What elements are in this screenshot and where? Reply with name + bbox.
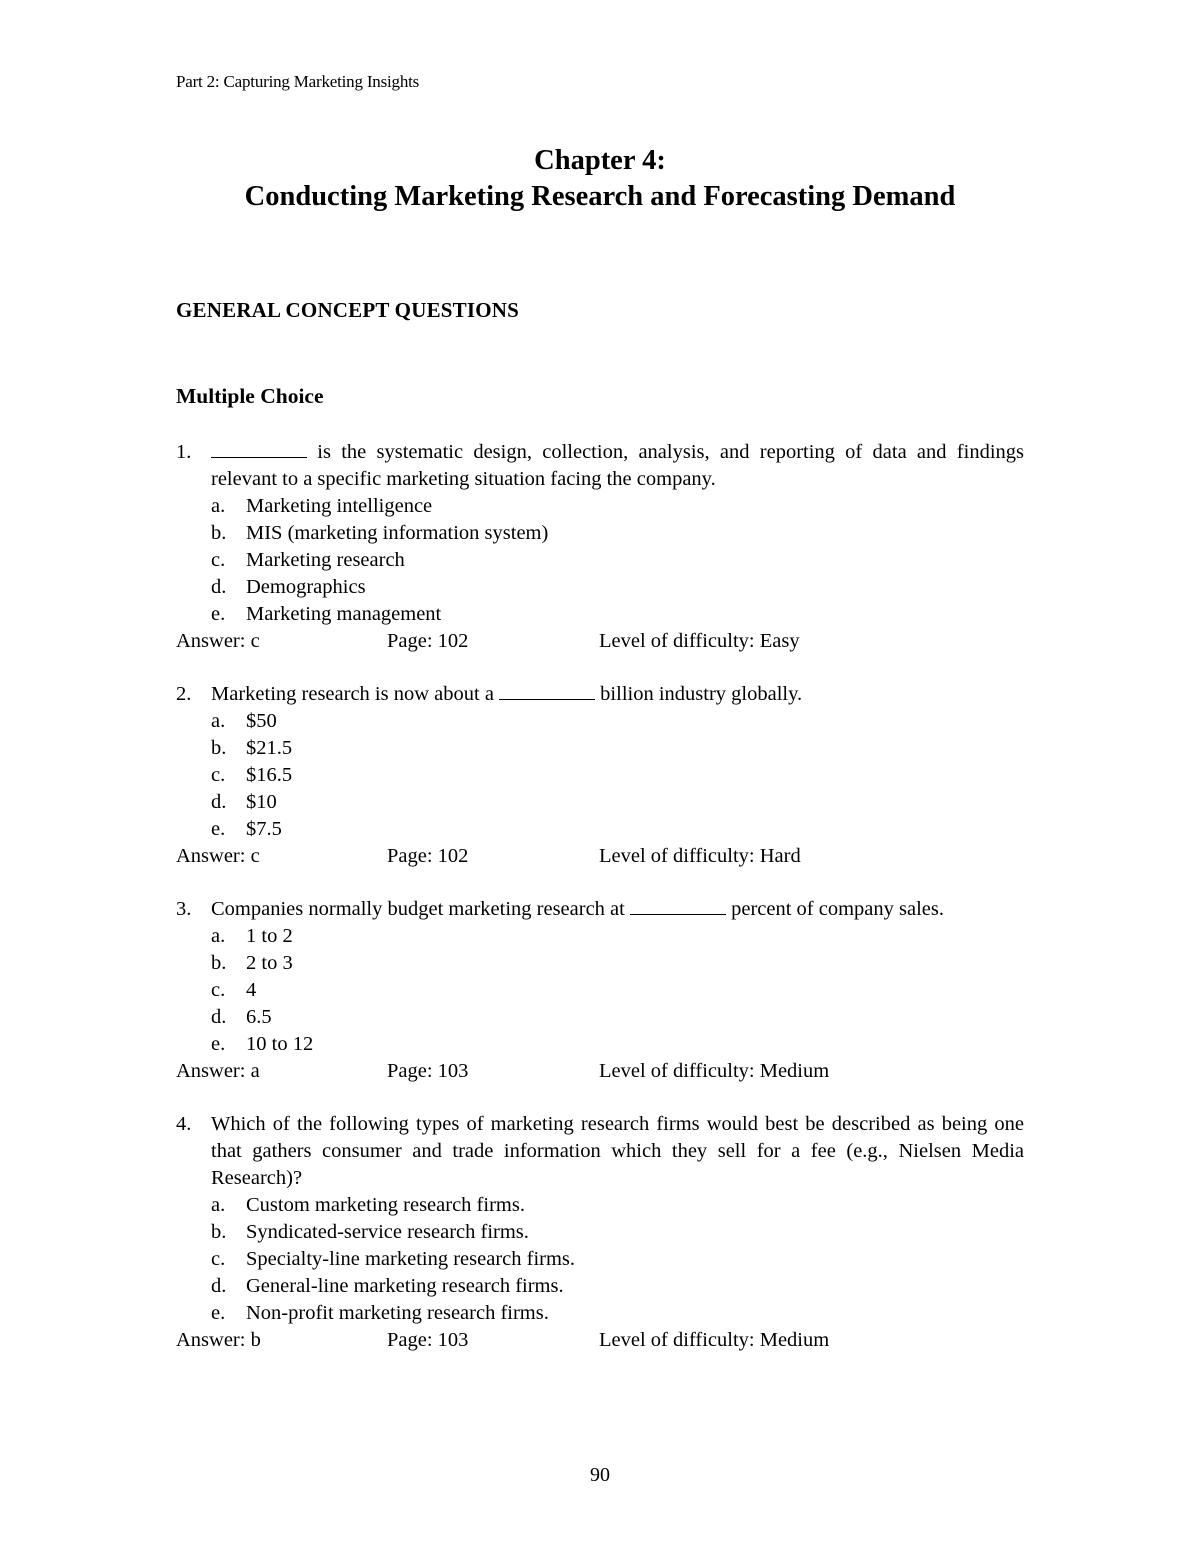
option-list xyxy=(176,923,1024,1058)
option-letter: a. xyxy=(211,1194,226,1216)
option-letter: d. xyxy=(211,576,227,598)
running-header: Part 2: Capturing Marketing Insights xyxy=(176,72,420,91)
chapter-number: Chapter 4: xyxy=(534,145,666,176)
option-a xyxy=(211,708,1024,735)
question-stem xyxy=(176,439,1024,493)
question-text-before: Marketing research is now about a xyxy=(211,683,500,705)
option-c xyxy=(211,1246,1024,1273)
option-d xyxy=(211,1273,1024,1300)
option-a xyxy=(211,493,1024,520)
option-text: $7.5 xyxy=(246,818,282,840)
question-stem xyxy=(176,681,1024,708)
option-letter: e. xyxy=(211,603,226,625)
option-letter: a. xyxy=(211,495,226,517)
difficulty-level: Level of difficulty: Easy xyxy=(599,630,800,652)
option-text: Custom marketing research firms. xyxy=(246,1194,525,1216)
option-b xyxy=(211,1219,1024,1246)
answer-page: Page: 103 xyxy=(387,1329,469,1351)
option-text: 1 to 2 xyxy=(246,925,293,947)
answer-line xyxy=(176,843,1024,870)
option-letter: b. xyxy=(211,952,227,974)
option-c xyxy=(211,547,1024,574)
option-text: Marketing management xyxy=(246,603,442,625)
section-heading: GENERAL CONCEPT QUESTIONS xyxy=(176,298,520,322)
option-letter: a. xyxy=(211,925,226,947)
option-b xyxy=(211,950,1024,977)
answer-page: Page: 103 xyxy=(387,1060,469,1082)
question-text xyxy=(211,681,1024,708)
question-stem xyxy=(176,896,1024,923)
answer-line xyxy=(176,1058,1024,1085)
option-letter: c. xyxy=(211,1248,226,1270)
option-letter: e. xyxy=(211,818,226,840)
option-letter: a. xyxy=(211,710,226,732)
answer-page: Page: 102 xyxy=(387,845,469,867)
option-letter: d. xyxy=(211,1275,227,1297)
answer-line xyxy=(176,628,1024,655)
question-text-before: Companies normally budget marketing research at xyxy=(211,898,630,920)
option-text: $21.5 xyxy=(246,737,293,759)
answer-line xyxy=(176,1327,1024,1354)
option-text: General-line marketing research firms. xyxy=(246,1275,564,1297)
question-4 xyxy=(176,1111,1024,1354)
subsection-heading: Multiple Choice xyxy=(176,384,324,408)
question-2 xyxy=(176,681,1024,870)
difficulty-level: Level of difficulty: Medium xyxy=(599,1329,830,1351)
option-text: Syndicated-service research firms. xyxy=(246,1221,529,1243)
option-text: 4 xyxy=(246,979,257,1001)
option-text: 6.5 xyxy=(246,1006,272,1028)
option-letter: b. xyxy=(211,1221,227,1243)
option-b xyxy=(211,520,1024,547)
option-c xyxy=(211,762,1024,789)
option-list xyxy=(176,708,1024,843)
option-letter: c. xyxy=(211,764,226,786)
option-text: $16.5 xyxy=(246,764,293,786)
answer-key: Answer: c xyxy=(176,630,260,652)
difficulty-level: Level of difficulty: Hard xyxy=(599,845,801,867)
option-text: MIS (marketing information system) xyxy=(246,522,549,544)
option-text: Demographics xyxy=(246,576,366,598)
option-list xyxy=(176,493,1024,628)
option-e xyxy=(211,1300,1024,1327)
option-letter: b. xyxy=(211,522,227,544)
option-b xyxy=(211,735,1024,762)
option-letter: d. xyxy=(211,1006,227,1028)
option-a xyxy=(211,923,1024,950)
question-number: 1. xyxy=(176,441,192,463)
question-text-after: is the systematic design, collection, analysis, and reporting of data and findings relevant to a specific marketing situation facing the company. xyxy=(211,441,1024,490)
option-letter: c. xyxy=(211,549,226,571)
chapter-name: Conducting Marketing Research and Forecasting Demand xyxy=(244,181,956,212)
option-a xyxy=(211,1192,1024,1219)
question-text xyxy=(211,439,1024,493)
answer-page: Page: 102 xyxy=(387,630,469,652)
question-number: 3. xyxy=(176,898,192,920)
question-text-after: billion industry globally. xyxy=(595,683,803,705)
option-d xyxy=(211,789,1024,816)
option-text: 10 to 12 xyxy=(246,1033,314,1055)
answer-key: Answer: a xyxy=(176,1060,260,1082)
question-text: Which of the following types of marketing research firms would best be described as being one that gathers consumer and trade information which they sell for a fee (e.g., Nielsen Media Research)? xyxy=(211,1113,1024,1189)
answer-blank xyxy=(499,682,595,700)
answer-blank xyxy=(211,440,307,458)
option-text: Marketing research xyxy=(246,549,405,571)
option-letter: d. xyxy=(211,791,227,813)
option-text: $50 xyxy=(246,710,277,732)
option-text: 2 to 3 xyxy=(246,952,293,974)
option-d xyxy=(211,1004,1024,1031)
option-text: Non-profit marketing research firms. xyxy=(246,1302,549,1324)
chapter-title xyxy=(0,143,1200,215)
question-text-after: percent of company sales. xyxy=(725,898,944,920)
question-number: 2. xyxy=(176,683,192,705)
question-3 xyxy=(176,896,1024,1085)
option-e xyxy=(211,601,1024,628)
page-number: 90 xyxy=(590,1464,610,1486)
question-stem xyxy=(176,1111,1024,1192)
option-text: $10 xyxy=(246,791,277,813)
question-text xyxy=(211,896,1024,923)
option-text: Specialty-line marketing research firms. xyxy=(246,1248,576,1270)
question-number: 4. xyxy=(176,1113,192,1135)
option-text: Marketing intelligence xyxy=(246,495,433,517)
option-e xyxy=(211,1031,1024,1058)
answer-blank xyxy=(630,897,726,915)
option-letter: c. xyxy=(211,979,226,1001)
answer-key: Answer: c xyxy=(176,845,260,867)
option-e xyxy=(211,816,1024,843)
option-letter: e. xyxy=(211,1302,226,1324)
answer-key: Answer: b xyxy=(176,1329,261,1351)
question-1 xyxy=(176,439,1024,655)
difficulty-level: Level of difficulty: Medium xyxy=(599,1060,830,1082)
option-letter: b. xyxy=(211,737,227,759)
option-c xyxy=(211,977,1024,1004)
option-letter: e. xyxy=(211,1033,226,1055)
option-d xyxy=(211,574,1024,601)
option-list xyxy=(176,1192,1024,1327)
question-list xyxy=(176,439,1024,1380)
